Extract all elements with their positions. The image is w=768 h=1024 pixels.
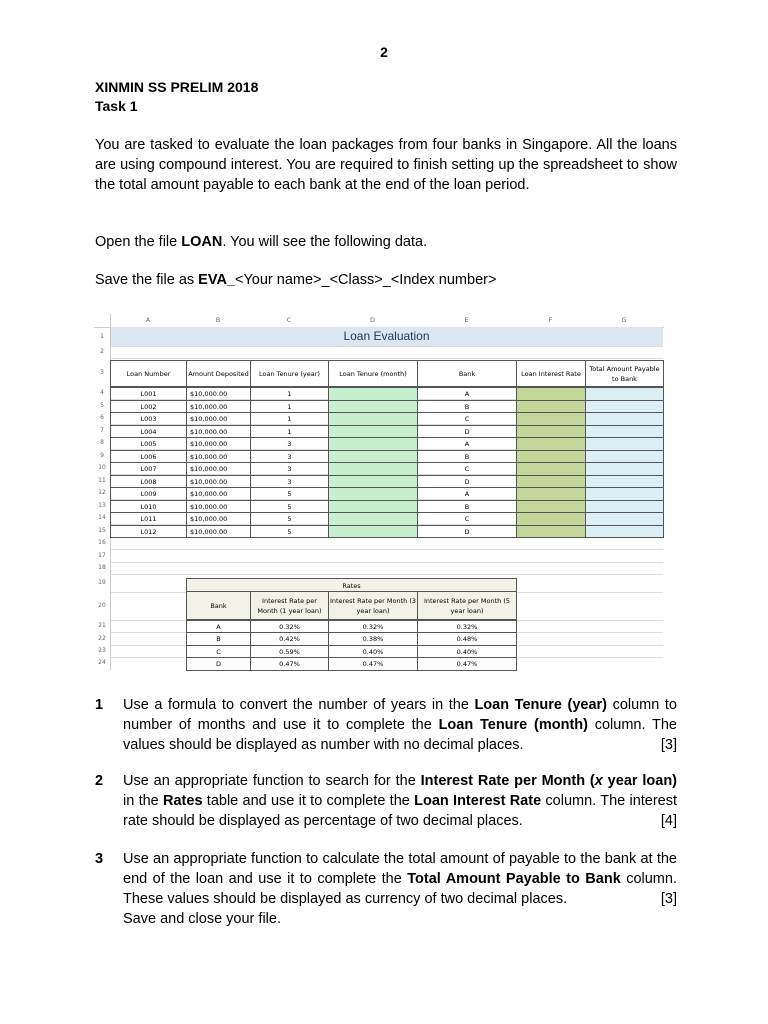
loan-tenure-month [328,525,418,539]
loan-tenure-year: 5 [250,500,329,514]
table-header: Loan Tenure (month) [328,360,418,387]
row-number: 11 [98,477,106,484]
question-text [123,849,677,929]
rates-value: 0.47% [417,657,517,670]
loan-interest-rate [516,500,586,514]
loan-tenure-year: 3 [250,475,329,489]
amount-deposited: $10,000.00 [186,487,251,501]
bank: B [417,450,517,464]
rates-bank: A [186,620,251,633]
row-number: 9 [100,452,104,459]
total-payable [585,512,664,526]
bank: C [417,412,517,426]
gridline [110,574,663,575]
loan-interest-rate [516,450,586,464]
rates-value: 0.40% [328,645,418,658]
column-letter: A [145,316,151,324]
loan-number: L012 [110,525,187,539]
gridline [110,562,663,563]
loan-tenure-month [328,512,418,526]
column-letter: D [369,316,375,324]
question-text [123,771,677,831]
file-name: LOAN [181,234,223,250]
question-segment: table and use it to complete the [202,793,415,809]
question-segment: column. The values should be displayed as number with no decimal places. [123,717,677,753]
amount-deposited: $10,000.00 [186,425,251,439]
question-segment: year loan) [602,773,678,789]
open-file-line [95,232,677,252]
loan-tenure-month [328,462,418,476]
marks: [3] [660,737,677,753]
row-number: 23 [98,647,106,654]
question-segment: Rates [163,793,203,809]
column-letter: F [548,316,553,324]
loan-tenure-year: 5 [250,512,329,526]
row-number: 6 [100,414,104,421]
row-number: 8 [100,439,104,446]
closing-instruction: Save and close your file. [123,911,281,927]
amount-deposited: $10,000.00 [186,450,251,464]
amount-deposited: $10,000.00 [186,512,251,526]
loan-tenure-year: 1 [250,412,329,426]
row-number: 5 [100,402,104,409]
table-header: Loan Interest Rate [516,360,586,387]
rates-header: Interest Rate per Month (3 year loan) [328,591,418,620]
row-number: 16 [98,539,106,546]
loan-interest-rate [516,412,586,426]
loan-interest-rate [516,400,586,414]
loan-interest-rate [516,525,586,539]
gridline [110,549,663,550]
loan-number: L002 [110,400,187,414]
loan-tenure-year: 3 [250,462,329,476]
loan-tenure-month [328,475,418,489]
amount-deposited: $10,000.00 [186,437,251,451]
row-number: 10 [98,464,106,471]
bank: B [417,400,517,414]
row-number: 3 [100,369,104,376]
question-number: 3 [95,851,104,867]
loan-tenure-month [328,387,418,401]
rates-value: 0.32% [417,620,517,633]
bank: D [417,425,517,439]
total-payable [585,400,664,414]
total-payable [585,487,664,501]
save-file-line [95,270,677,290]
table-header: Total Amount Payable to Bank [585,360,664,387]
loan-tenure-month [328,437,418,451]
total-payable [585,500,664,514]
save-text: Save the file as [95,272,199,288]
row-number: 12 [98,489,106,496]
loan-interest-rate [516,487,586,501]
loan-number: L006 [110,450,187,464]
loan-tenure-year: 5 [250,525,329,539]
loan-number: L003 [110,412,187,426]
bank: C [417,512,517,526]
loan-number: L008 [110,475,187,489]
loan-number: L010 [110,500,187,514]
total-payable [585,412,664,426]
loan-number: L009 [110,487,187,501]
rates-bank: C [186,645,251,658]
task-title: Task 1 [95,98,138,114]
amount-deposited: $10,000.00 [186,462,251,476]
open-text: Open the file [95,234,182,250]
save-pattern: <Your name>_<Class>_<Index number> [234,272,497,288]
total-payable [585,425,664,439]
row-number: 21 [98,622,106,629]
question-segment: Total Amount Payable to Bank [407,871,621,887]
loan-tenure-month [328,500,418,514]
loan-number: L001 [110,387,187,401]
amount-deposited: $10,000.00 [186,525,251,539]
question-number: 1 [95,697,104,713]
marks: [3] [660,891,677,907]
table-header: Amount Deposited [186,360,251,387]
rates-header: Interest Rate per Month (1 year loan) [250,591,329,620]
loan-number: L011 [110,512,187,526]
rates-value: 0.32% [328,620,418,633]
save-prefix: EVA_ [198,272,235,288]
bank: D [417,525,517,539]
rates-value: 0.59% [250,645,329,658]
rates-bank: B [186,632,251,645]
rates-value: 0.42% [250,632,329,645]
row-number: 1 [100,333,104,340]
spreadsheet-screenshot [94,312,670,672]
question-segment: column. The interest rate should be displayed as percentage of two decimal places. [123,793,678,829]
question-segment: column. These values should be displayed as currency of two decimal places. [123,871,677,907]
table-header: Bank [417,360,517,387]
loan-tenure-month [328,400,418,414]
table-header: Loan Tenure (year) [250,360,329,387]
question-segment: Use a formula to convert the number of years in the [123,697,475,713]
question-segment: column to number of months and use it to complete the [123,697,677,733]
loan-interest-rate [516,425,586,439]
page-number: 2 [380,44,388,60]
loan-interest-rate [516,512,586,526]
loan-tenure-year: 1 [250,425,329,439]
bank: B [417,500,517,514]
question-segment: Loan Interest Rate [414,793,542,809]
loan-number: L004 [110,425,187,439]
loan-interest-rate [516,387,586,401]
open-text-end: . You will see the following data. [222,234,428,250]
column-letter: E [464,316,469,324]
rates-title: Rates [186,578,517,592]
loan-interest-rate [516,437,586,451]
gridline [110,358,663,359]
loan-tenure-year: 3 [250,437,329,451]
column-letter: B [215,316,221,324]
loan-number: L005 [110,437,187,451]
rates-bank: D [186,657,251,670]
row-number: 13 [98,502,106,509]
amount-deposited: $10,000.00 [186,475,251,489]
amount-deposited: $10,000.00 [186,500,251,514]
sheet-title: Loan Evaluation [343,329,430,343]
total-payable [585,462,664,476]
question-segment: Loan Tenure (year) [474,697,607,713]
total-payable [585,475,664,489]
loan-number: L007 [110,462,187,476]
rates-value: 0.47% [328,657,418,670]
question-number: 2 [95,773,104,789]
column-letter: G [621,316,627,324]
loan-interest-rate [516,475,586,489]
loan-tenure-month [328,425,418,439]
row-number: 14 [98,514,106,521]
exam-title: XINMIN SS PRELIM 2018 [95,79,259,95]
rates-value: 0.40% [417,645,517,658]
loan-tenure-year: 1 [250,400,329,414]
question-segment: Loan Tenure (month) [438,717,588,733]
bank: A [417,487,517,501]
gridline [110,346,663,347]
total-payable [585,437,664,451]
total-payable [585,525,664,539]
rates-value: 0.38% [328,632,418,645]
loan-tenure-year: 3 [250,450,329,464]
loan-tenure-year: 5 [250,487,329,501]
question-text [123,695,677,755]
row-number: 2 [100,348,104,355]
total-payable [585,387,664,401]
row-number: 4 [100,389,104,396]
loan-tenure-month [328,450,418,464]
rates-header: Bank [186,591,251,620]
row-number: 20 [98,602,106,609]
bank: C [417,462,517,476]
row-number: 15 [98,527,106,534]
column-letter: C [286,316,292,324]
row-number: 17 [98,552,106,559]
bank: A [417,387,517,401]
question-segment: Use an appropriate function to calculate the total amount of payable to the bank at the end of the loan and use it to complete the [123,851,677,887]
loan-tenure-month [328,412,418,426]
bank: D [417,475,517,489]
row-number: 7 [100,427,104,434]
table-header: Loan Number [110,360,187,387]
bank: A [417,437,517,451]
header [95,78,258,116]
loan-tenure-month [328,487,418,501]
rates-value: 0.48% [417,632,517,645]
loan-interest-rate [516,462,586,476]
amount-deposited: $10,000.00 [186,412,251,426]
amount-deposited: $10,000.00 [186,400,251,414]
loan-tenure-year: 1 [250,387,329,401]
question-segment: x [594,773,603,789]
amount-deposited: $10,000.00 [186,387,251,401]
question-segment: Interest Rate per Month ( [420,773,595,789]
row-number: 18 [98,564,106,571]
row-number: 19 [98,579,106,586]
intro-paragraph: You are tasked to evaluate the loan packages from four banks in Singapore. All the loans are using compound interest. You are required to finish setting up the spreadsheet to show the total amount payable to each bank at the end of the loan period. [95,137,677,193]
row-number: 22 [98,635,106,642]
rates-value: 0.32% [250,620,329,633]
total-payable [585,450,664,464]
question-segment: in the [123,793,164,809]
rates-header: Interest Rate per Month (5 year loan) [417,591,517,620]
marks: [4] [660,813,677,829]
rates-value: 0.47% [250,657,329,670]
question-segment: Use an appropriate function to search for the [123,773,421,789]
row-number: 24 [98,659,106,666]
